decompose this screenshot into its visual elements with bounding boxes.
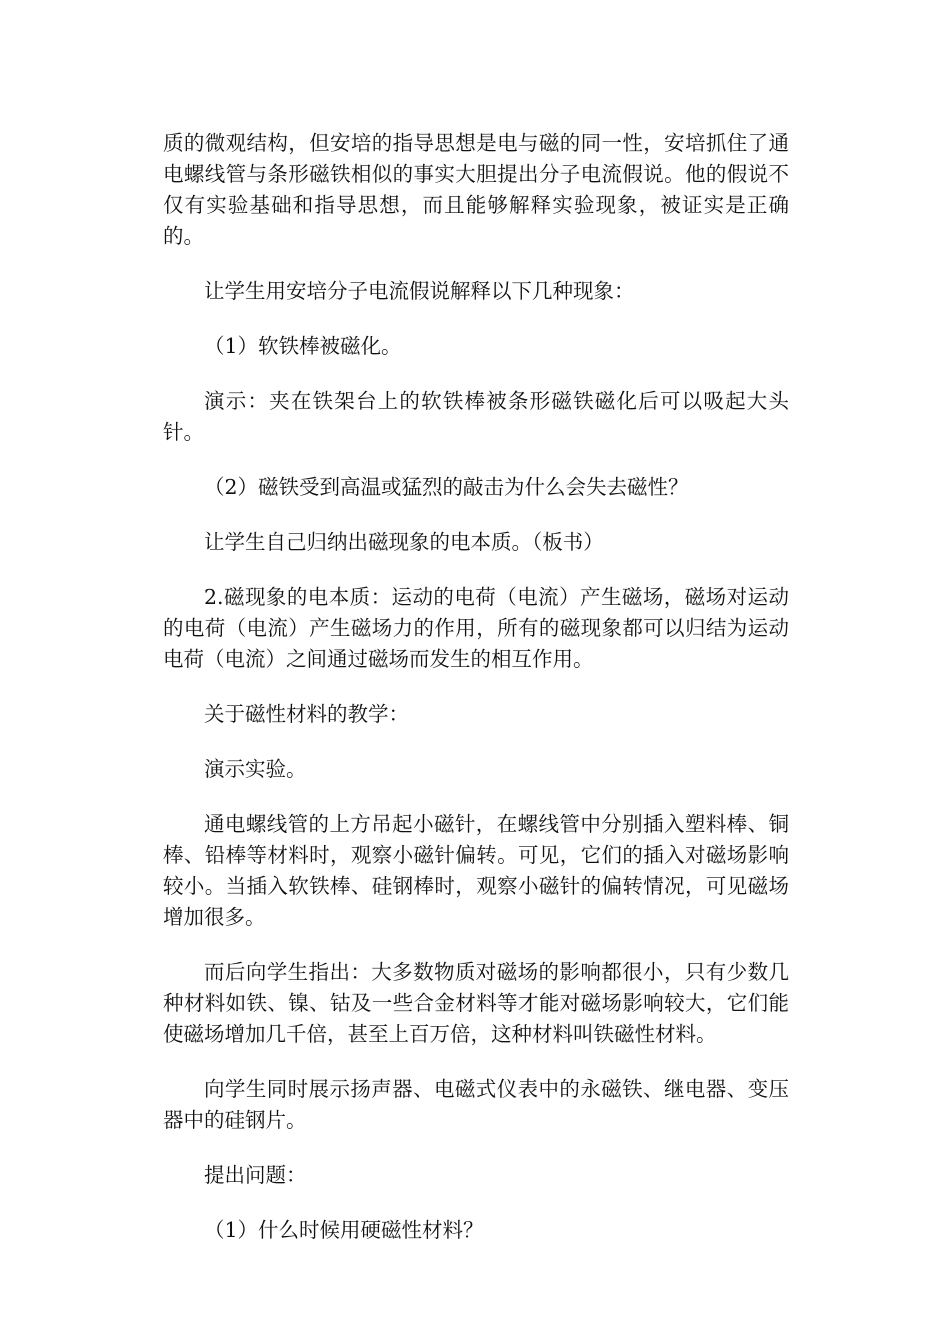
paragraph-question-hard-magnetic: （1）什么时候用硬磁性材料？ (204, 1218, 484, 1242)
paragraph-explain-phenomena-intro: 让学生用安培分子电流假说解释以下几种现象： (204, 279, 635, 303)
paragraph-ampere-hypothesis-conclusion: 质的微观结构，但安培的指导思想是电与磁的同一性，安培抓住了通电螺线管与条形磁铁相似的事实大胆提出分子电流假说。他的假说不仅有实验基础和指导思想，而且能够解释实验现象，被证实是正确的。 (163, 131, 789, 248)
document-page (163, 128, 789, 1270)
paragraph-summarize-electric-nature: 让学生自己归纳出磁现象的电本质。（板书） (204, 530, 604, 554)
paragraph-magnetic-materials-teaching: 关于磁性材料的教学： (204, 702, 409, 726)
paragraph-item-soft-iron-magnetized: （1）软铁棒被磁化。 (204, 334, 402, 358)
paragraph-raise-questions: 提出问题： (204, 1163, 307, 1187)
paragraph-electric-nature-of-magnetism: 2.磁现象的电本质：运动的电荷（电流）产生磁场，磁场对运动的电荷（电流）产生磁场力的作用，所有的磁现象都可以归结为运动电荷（电流）之间通过磁场而发生的相互作用。 (163, 585, 789, 671)
paragraph-show-devices: 向学生同时展示扬声器、电磁式仪表中的永磁铁、继电器、变压器中的硅钢片。 (163, 1077, 789, 1132)
paragraph-ferromagnetic-materials: 而后向学生指出：大多数物质对磁场的影响都很小，只有少数几种材料如铁、镍、钴及一些合金材料等才能对磁场影响较大，它们能使磁场增加几千倍，甚至上百万倍，这种材料叫铁磁性材料。 (163, 960, 789, 1046)
paragraph-demo-experiment: 演示实验。 (204, 757, 307, 781)
paragraph-solenoid-experiment: 通电螺线管的上方吊起小磁针，在螺线管中分别插入塑料棒、铜棒、铅棒等材料时，观察小磁针偏转。可见，它们的插入对磁场影响较小。当插入软铁棒、硅钢棒时，观察小磁针的偏转情况，可见磁场增加很多。 (163, 812, 789, 929)
paragraph-demo-soft-iron: 演示：夹在铁架台上的软铁棒被条形磁铁磁化后可以吸起大头针。 (163, 389, 789, 444)
paragraph-item-lose-magnetism: （2）磁铁受到高温或猛烈的敲击为什么会失去磁性？ (204, 475, 689, 499)
